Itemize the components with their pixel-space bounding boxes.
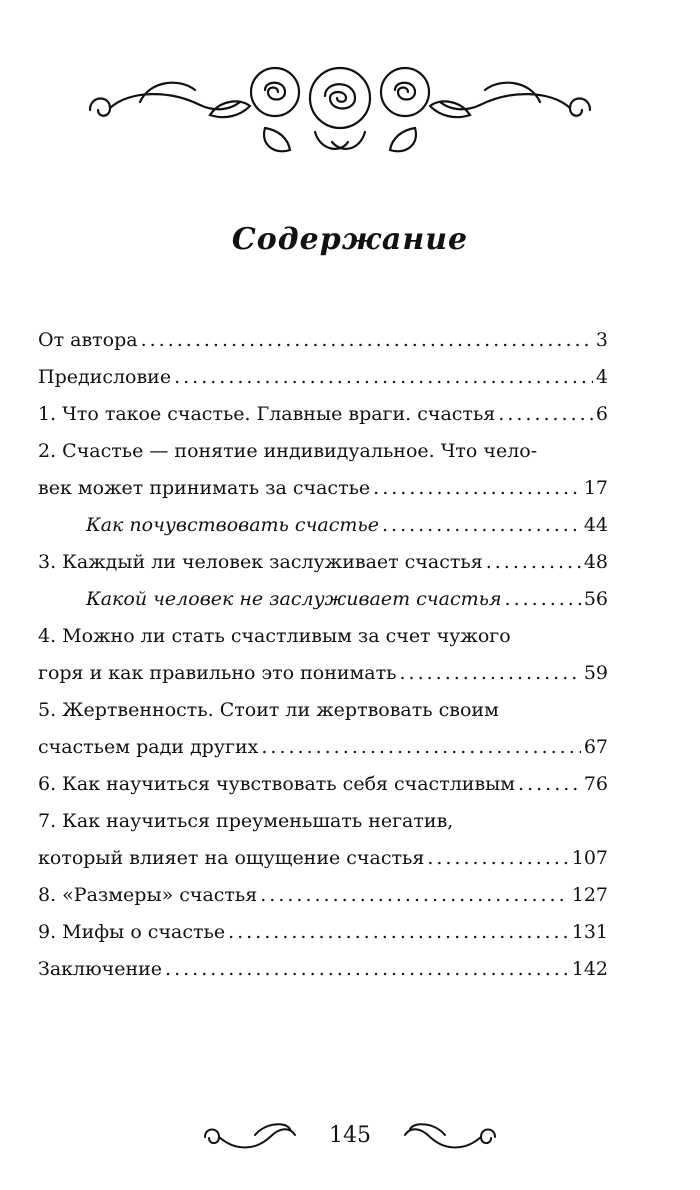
dot-leader bbox=[486, 544, 581, 581]
toc-entry-line1[interactable] bbox=[38, 433, 608, 470]
toc-entry-title: Заключение bbox=[38, 958, 163, 980]
dot-leader bbox=[382, 507, 581, 544]
page-footer bbox=[195, 1105, 505, 1165]
toc-entry[interactable] bbox=[38, 729, 608, 766]
dot-leader bbox=[498, 396, 593, 433]
toc-entry-title-line1: 7. Как научиться преуменьшать негатив, bbox=[38, 810, 454, 832]
toc-entry-title: От автора bbox=[38, 329, 138, 351]
dot-leader bbox=[427, 840, 568, 877]
toc-entry[interactable] bbox=[38, 359, 608, 396]
toc-entry-page: 107 bbox=[571, 847, 608, 869]
toc-entry-title: 1. Что такое счастье. Главные враги. счастья bbox=[38, 403, 496, 425]
toc-entry[interactable] bbox=[38, 877, 608, 914]
toc-entry[interactable] bbox=[38, 914, 608, 951]
table-of-contents bbox=[38, 322, 608, 988]
toc-entry[interactable] bbox=[38, 322, 608, 359]
toc-entry-page: 48 bbox=[583, 551, 608, 573]
toc-entry-page: 76 bbox=[583, 773, 608, 795]
toc-entry-title: Предисловие bbox=[38, 366, 172, 388]
toc-entry-page: 142 bbox=[571, 958, 608, 980]
toc-entry[interactable] bbox=[38, 655, 608, 692]
toc-entry-title-line1: 4. Можно ли стать счастливым за счет чужого bbox=[38, 625, 511, 647]
toc-entry-page: 131 bbox=[571, 921, 608, 943]
toc-subentry[interactable] bbox=[38, 581, 608, 618]
dot-leader bbox=[228, 914, 569, 951]
dot-leader bbox=[260, 877, 568, 914]
toc-entry-title: 8. «Размеры» счастья bbox=[38, 884, 258, 906]
toc-entry-title-line1: 5. Жертвенность. Стоит ли жертвовать своим bbox=[38, 699, 499, 721]
toc-entry-title: горя и как правильно это понимать bbox=[38, 662, 397, 684]
toc-entry-page: 3 bbox=[595, 329, 608, 351]
toc-entry-page: 44 bbox=[583, 514, 608, 536]
toc-subentry[interactable] bbox=[38, 507, 608, 544]
toc-entry-page: 6 bbox=[595, 403, 608, 425]
dot-leader bbox=[165, 951, 569, 988]
dot-leader bbox=[373, 470, 581, 507]
toc-entry-title: счастьем ради других bbox=[38, 736, 259, 758]
toc-entry-page: 59 bbox=[583, 662, 608, 684]
toc-entry-title: 9. Мифы о счастье bbox=[38, 921, 226, 943]
toc-entry-page: 17 bbox=[583, 477, 608, 499]
toc-entry[interactable] bbox=[38, 470, 608, 507]
toc-entry-title: Какой человек не заслуживает счастья bbox=[86, 588, 502, 610]
page-title: Содержание bbox=[231, 222, 469, 257]
dot-leader bbox=[400, 655, 581, 692]
toc-entry-title: 6. Как научиться чувствовать себя счастливым bbox=[38, 773, 516, 795]
toc-entry-title: 3. Каждый ли человек заслуживает счастья bbox=[38, 551, 483, 573]
toc-entry-page: 56 bbox=[583, 588, 608, 610]
toc-entry-page: 4 bbox=[595, 366, 608, 388]
toc-entry[interactable] bbox=[38, 544, 608, 581]
toc-entry-page: 67 bbox=[583, 736, 608, 758]
rose-ornament-icon bbox=[80, 50, 600, 160]
dot-leader bbox=[174, 359, 593, 396]
toc-entry-line1[interactable] bbox=[38, 618, 608, 655]
dot-leader bbox=[261, 729, 580, 766]
toc-entry-line1[interactable] bbox=[38, 692, 608, 729]
toc-entry-title: Как почувствовать счастье bbox=[86, 514, 379, 536]
toc-entry[interactable] bbox=[38, 766, 608, 803]
toc-entry-title: который влияет на ощущение счастья bbox=[38, 847, 425, 869]
dot-leader bbox=[141, 322, 593, 359]
toc-entry[interactable] bbox=[38, 396, 608, 433]
toc-entry[interactable] bbox=[38, 951, 608, 988]
toc-entry-title: век может принимать за счастье bbox=[38, 477, 371, 499]
toc-entry-page: 127 bbox=[571, 884, 608, 906]
toc-entry-title-line1: 2. Счастье — понятие индивидуальное. Что чело- bbox=[38, 440, 538, 462]
dot-leader bbox=[518, 766, 581, 803]
page-number: 145 bbox=[329, 1123, 371, 1148]
toc-entry[interactable] bbox=[38, 840, 608, 877]
toc-entry-line1[interactable] bbox=[38, 803, 608, 840]
dot-leader bbox=[505, 581, 581, 618]
